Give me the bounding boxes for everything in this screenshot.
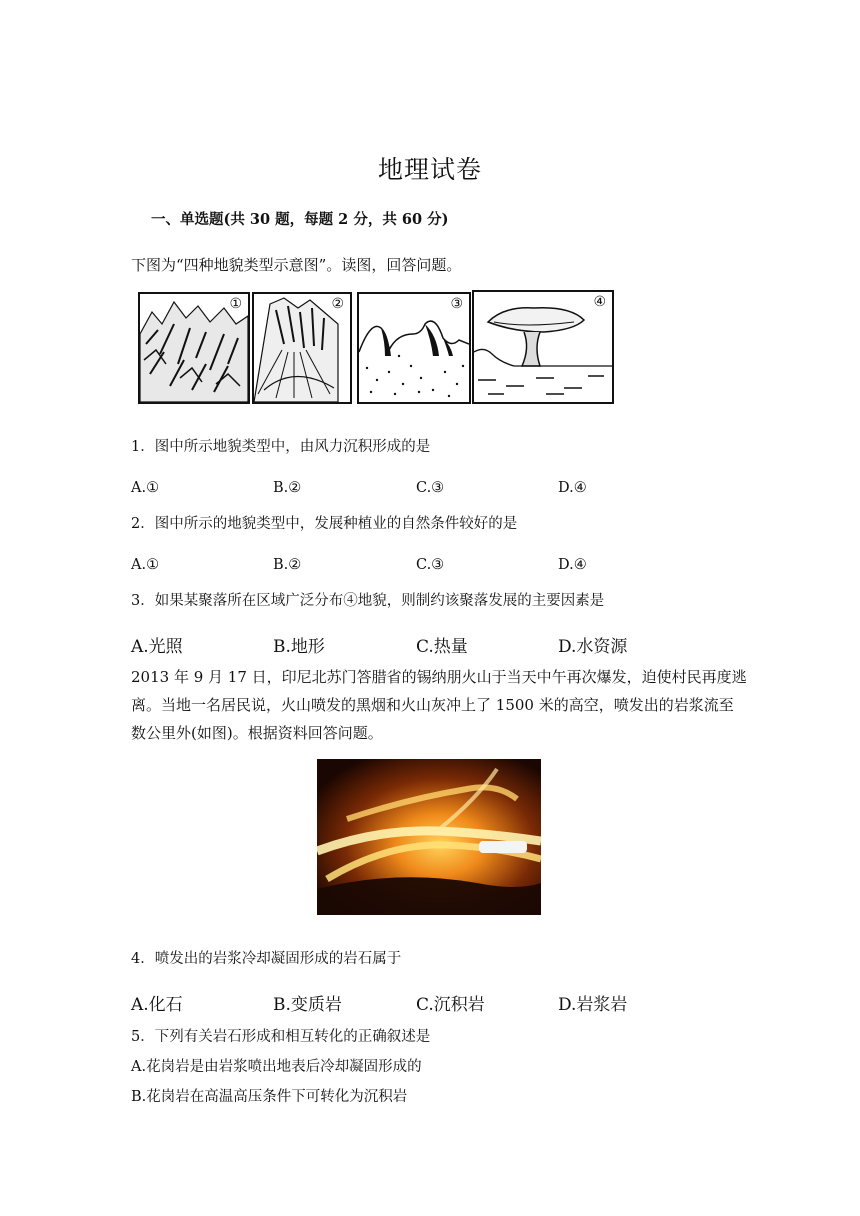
question-3-option-d: D.水资源 bbox=[558, 637, 628, 657]
volcano-passage-line-1: 2013 年 9 月 17 日，印尼北苏门答腊省的锡纳朋火山于当天中午再次爆发，迫使村民再度逃 bbox=[131, 668, 747, 686]
question-2-stem: 2．图中所示的地貌类型中，发展种植业的自然条件较好的是 bbox=[131, 516, 518, 532]
question-2-option-d: D.④ bbox=[558, 557, 587, 573]
volcano-passage-line-2: 离。当地一名居民说，火山喷发的黑烟和火山灰冲上了 1500 米的高空，喷发出的岩浆流至 bbox=[131, 696, 734, 714]
question-5-stem: 5．下列有关岩石形成和相互转化的正确叙述是 bbox=[131, 1029, 431, 1045]
panel-label-2: ② bbox=[331, 296, 344, 312]
question-2-option-b: B.② bbox=[273, 557, 302, 573]
landform-panel-4 bbox=[472, 290, 614, 404]
panel-label-4: ④ bbox=[593, 294, 606, 310]
question-3-option-b: B.地形 bbox=[273, 637, 325, 657]
question-4-option-b: B.变质岩 bbox=[273, 995, 342, 1015]
question-1-option-d: D.④ bbox=[558, 480, 587, 496]
question-3-stem: 3．如果某聚落所在区域广泛分布④地貌，则制约该聚落发展的主要因素是 bbox=[131, 593, 605, 609]
question-3-option-c: C.热量 bbox=[416, 637, 468, 657]
question-5-option-a: A.花岗岩是由岩浆喷出地表后冷却凝固形成的 bbox=[131, 1059, 422, 1075]
question-1-stem: 1．图中所示地貌类型中，由风力沉积形成的是 bbox=[131, 439, 431, 455]
question-4-option-a: A.化石 bbox=[131, 995, 183, 1015]
lava-flow-icon bbox=[317, 759, 541, 915]
page-title: 地理试卷 bbox=[377, 155, 482, 184]
landform-panel-1 bbox=[138, 292, 250, 404]
volcano-passage-line-3: 数公里外(如图)。根据资料回答问题。 bbox=[131, 724, 383, 742]
intro-text-1: 下图为“四种地貌类型示意图”。读图，回答问题。 bbox=[131, 256, 462, 274]
landform-panel-3 bbox=[357, 292, 471, 404]
question-1-option-a: A.① bbox=[131, 480, 160, 496]
lava-flow-photo bbox=[317, 759, 541, 915]
panel-label-1: ① bbox=[229, 296, 242, 312]
question-4-option-c: C.沉积岩 bbox=[416, 995, 485, 1015]
question-2-option-c: C.③ bbox=[416, 557, 445, 573]
question-1-option-b: B.② bbox=[273, 480, 302, 496]
question-4-option-d: D.岩浆岩 bbox=[558, 995, 628, 1015]
section-heading: 一、单选题(共 30 题，每题 2 分，共 60 分) bbox=[151, 211, 449, 228]
question-4-stem: 4．喷发出的岩浆冷却凝固形成的岩石属于 bbox=[131, 951, 402, 967]
landform-panel-2 bbox=[252, 292, 352, 404]
question-5-option-b: B.花岗岩在高温高压条件下可转化为沉积岩 bbox=[131, 1089, 408, 1105]
question-3-option-a: A.光照 bbox=[131, 637, 183, 657]
question-1-option-c: C.③ bbox=[416, 480, 445, 496]
mushroom-rock-icon bbox=[474, 292, 612, 402]
question-2-option-a: A.① bbox=[131, 557, 160, 573]
panel-label-3: ③ bbox=[450, 296, 463, 312]
